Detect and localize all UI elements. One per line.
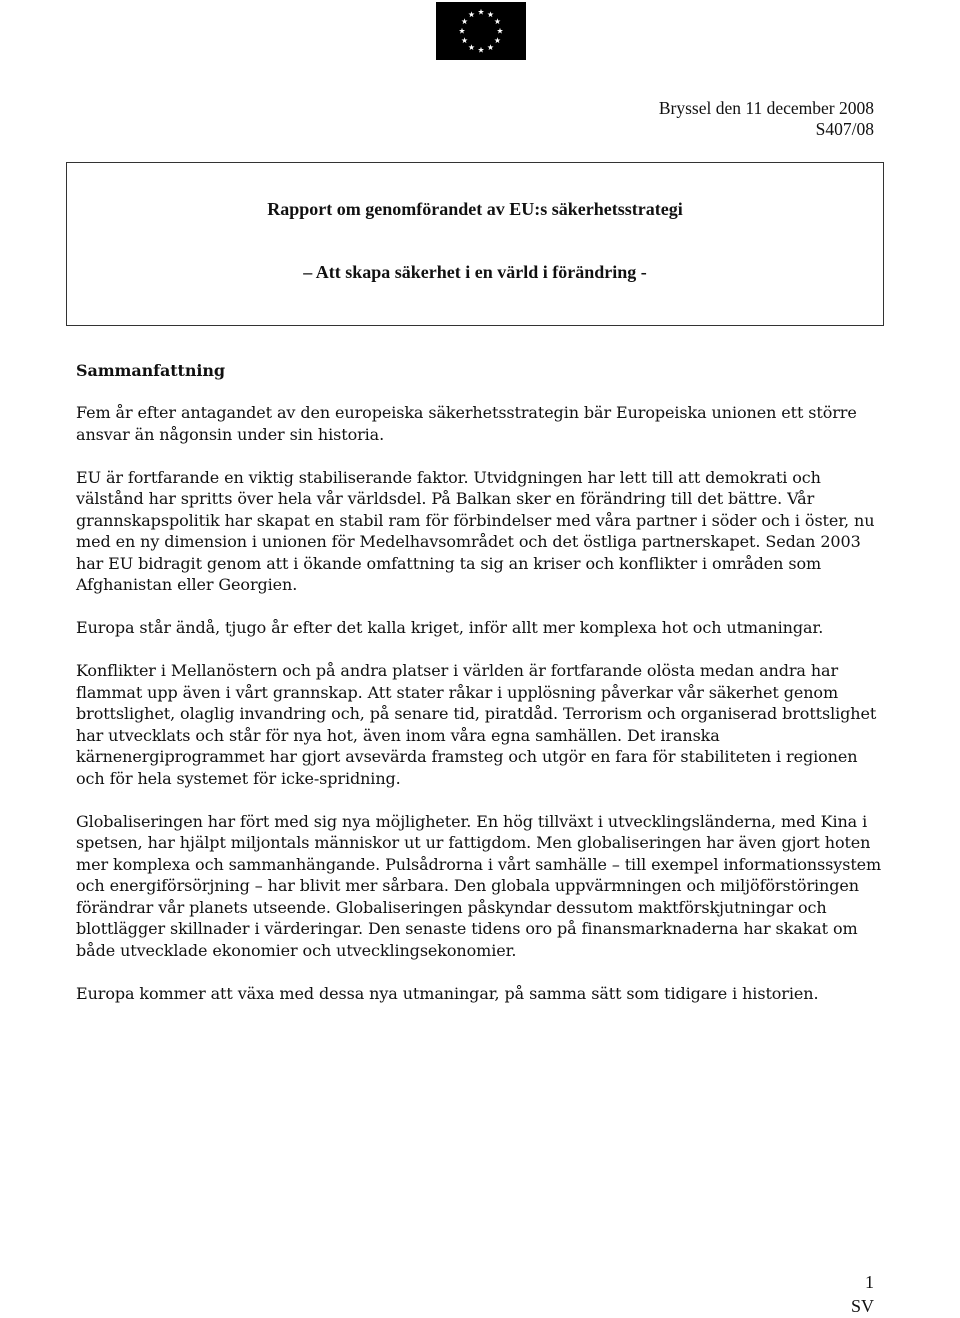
eu-star-icon [468,11,474,17]
paragraph: Europa kommer att växa med dessa nya utmaningar, på samma sätt som tidigare i historien. [76,983,819,1003]
eu-star-icon [497,28,503,34]
paragraph: EU är fortfarande en viktig stabiliserande faktor. Utvidgningen har lett till att demokrati och välstånd har spritts över hela vår världsdel. På Balkan sker en förändring till det bättre. Vår grannskapspolitik har skapat en stabil ram för förbindelser med våra partner i söder och i öster, nu med en ny dimension i unionen för Medelhavsområdet och det östliga partnerskapet. Sedan 2003 har EU bidragit genom att i ökande omfattning ta sig an kriser och konflikter i områden som Afghanistan eller Georgien. [76,467,875,594]
eu-star-icon [462,37,468,43]
language-code: SV [850,1296,874,1316]
eu-star-icon [459,28,465,34]
eu-flag-icon [436,2,526,60]
eu-star-icon [478,9,484,15]
eu-star-icon [462,18,468,24]
paragraph: Europa står ändå, tjugo år efter det kalla kriget, inför allt mer komplexa hot och utmaningar. [76,618,824,637]
title-box [66,162,884,326]
page-number: 1 [865,1272,874,1292]
eu-star-icon [487,11,493,17]
document-body [76,360,884,1026]
report-subtitle: – Att skapa säkerhet i en värld i förändring - [303,262,647,282]
section-heading: Sammanfattning [76,361,225,380]
document-meta [659,98,874,140]
paragraph: Konflikter i Mellanöstern och på andra platser i världen är fortfarande olösta medan andra har flammat upp även i vårt grannskap. Att stater råkar i upplösning påverkar vår säkerhet genom brottslighet, olaglig invandring och, på senare tid, piratdåd. Terrorism och organiserad brottslighet har utvecklats och står för nya hot, även inom våra egna samhällen. Det iranska kärnenergiprogrammet har gjort avsevärda framsteg och utgör en fara för stabiliteten i regionen och för hela systemet för icke-spridning. [76,661,877,788]
eu-star-icon [478,47,484,53]
eu-star-icon [468,44,474,50]
document-reference: S407/08 [815,119,874,139]
report-title: Rapport om genomförandet av EU:s säkerhetsstrategi [267,199,683,219]
eu-star-icon [487,44,493,50]
place-date: Bryssel den 11 december 2008 [658,98,874,118]
paragraph: Fem år efter antagandet av den europeiska säkerhetsstrategin bär Europeiska unionen ett större ansvar än någonsin under sin historia. [76,403,857,444]
paragraph: Globaliseringen har fört med sig nya möjligheter. En hög tillväxt i utvecklingsländerna, med Kina i spetsen, har hjälpt miljontals människor ut ur fattigdom. Men globaliseringen har även gjort hoten mer komplexa och sammanhängande. Pulsådrorna i vårt samhälle – till exempel informationssystem och energiförsörjning – har blivit mer sårbara. Den globala uppvärmningen och miljöförstöringen förändrar vår planets utseende. Globaliseringen påskyndar dessutom maktförskjutningar och blottlägger skillnader i värderingar. Den senaste tidens oro på finansmarknaderna har skakat om både utvecklade ekonomier och utvecklingsekonomier. [76,811,882,960]
page-footer [851,1270,874,1318]
eu-star-icon [494,37,500,43]
eu-star-icon [494,18,500,24]
